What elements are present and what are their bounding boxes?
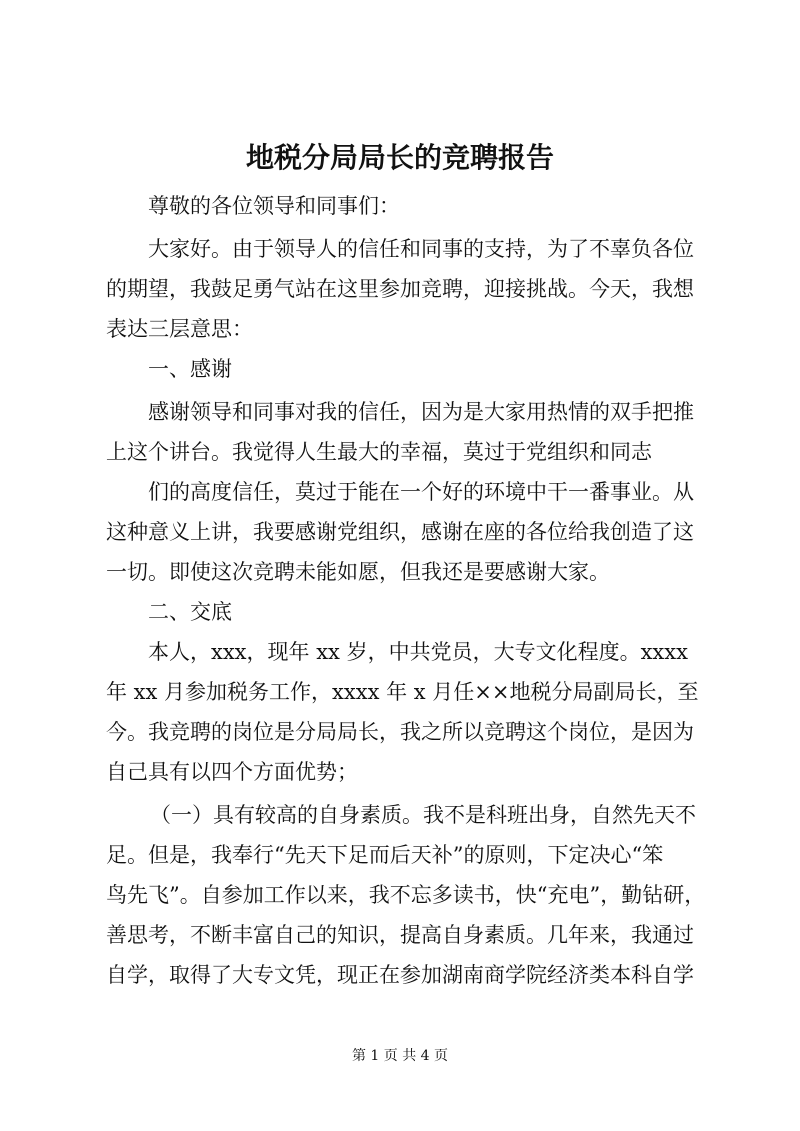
paragraph-line: 这种意义上讲，我要感谢党组织，感谢在座的各位给我创造了这 xyxy=(106,520,694,544)
paragraph-line: 表达三层意思： xyxy=(106,317,253,341)
paragraph-line: 自学，取得了大专文凭，现正在参加湖南商学院经济类本科自学 xyxy=(106,963,694,987)
salutation: 尊敬的各位领导和同事们： xyxy=(148,194,400,218)
paragraph-line: 的期望，我鼓足勇气站在这里参加竞聘，迎接挑战。今天，我想 xyxy=(106,277,694,301)
paragraph-line: 上这个讲台。我觉得人生最大的幸福，莫过于党组织和同志 xyxy=(106,440,652,464)
paragraph-line: 感谢领导和同事对我的信任，因为是大家用热情的双手把推 xyxy=(148,400,694,424)
paragraph-line: 年 xx 月参加税务工作，xxxx 年 x 月任××地税分局副局长，至 xyxy=(106,680,699,704)
paragraph-line: 们的高度信任，莫过于能在一个好的环境中干一番事业。从 xyxy=(148,480,694,504)
section-heading-thanks: 一、感谢 xyxy=(148,357,232,381)
paragraph-line: 善思考，不断丰富自己的知识，提高自身素质。几年来，我通过 xyxy=(106,923,694,947)
page-footer: 第 1 页 共 4 页 xyxy=(351,1048,449,1064)
section-heading-background: 二、交底 xyxy=(148,600,232,624)
paragraph-line: 本人，xxx，现年 xx 岁，中共党员，大专文化程度。xxxx xyxy=(148,640,688,664)
subsection-line: （一）具有较高的自身素质。我不是科班出身，自然先天不 xyxy=(150,803,696,827)
paragraph-line: 一切。即使这次竞聘未能如愿，但我还是要感谢大家。 xyxy=(106,560,610,584)
paragraph-line: 大家好。由于领导人的信任和同事的支持，为了不辜负各位 xyxy=(148,237,694,261)
document-title: 地税分局局长的竞聘报告 xyxy=(245,141,554,174)
paragraph-line: 自己具有以四个方面优势； xyxy=(106,760,358,784)
paragraph-line: 今。我竞聘的岗位是分局局长，我之所以竞聘这个岗位，是因为 xyxy=(106,720,694,744)
paragraph-line: 鸟先飞”。自参加工作以来，我不忘多读书，快“充电”，勤钻研， xyxy=(106,883,706,907)
paragraph-line: 足。但是，我奉行“先天下足而后天补”的原则，下定决心“笨 xyxy=(106,843,664,867)
